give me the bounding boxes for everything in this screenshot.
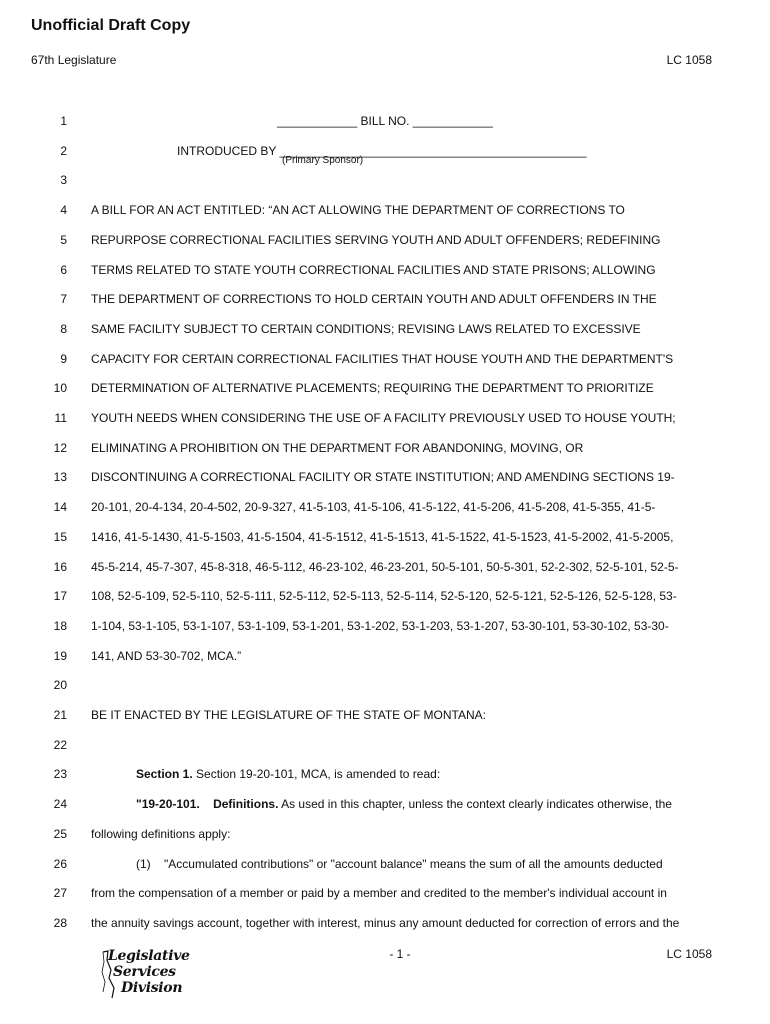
line-number: 2 (60, 143, 67, 158)
line-number: 3 (60, 173, 67, 188)
bill-line (0, 886, 770, 906)
bill-line (0, 797, 770, 817)
line-text: ELIMINATING A PROHIBITION ON THE DEPARTMENT FOR ABANDONING, MOVING, OR (91, 440, 584, 455)
line-text: 1416, 41-5-1430, 41-5-1503, 41-5-1504, 41-5-1512, 41-5-1513, 41-5-1522, 41-5-1523, 41-5-2002, 41-5-2005, (91, 529, 674, 544)
bill-line (0, 470, 770, 490)
bill-line (0, 649, 770, 669)
lc-number-header: LC 1058 (666, 53, 712, 67)
line-number: 13 (53, 470, 67, 485)
bill-line (0, 708, 770, 728)
line-text: from the compensation of a member or paid by a member and credited to the member's individual account in (91, 886, 667, 901)
line-text: the annuity savings account, together with interest, minus any amount deducted for correction of errors and the (91, 915, 680, 930)
bill-line (0, 263, 770, 283)
line-text: TERMS RELATED TO STATE YOUTH CORRECTIONAL FACILITIES AND STATE PRISONS; ALLOWING (91, 262, 656, 277)
line-text: 1-104, 53-1-105, 53-1-107, 53-1-109, 53-1-201, 53-1-202, 53-1-203, 53-1-207, 53-30-101, 53-30-102, 53-30- (91, 618, 669, 633)
line-number: 18 (53, 618, 67, 633)
line-number: 6 (60, 262, 67, 277)
line-text: A BILL FOR AN ACT ENTITLED: “AN ACT ALLOWING THE DEPARTMENT OF CORRECTIONS TO (91, 203, 625, 218)
line-number: 20 (53, 678, 67, 693)
bill-line (0, 619, 770, 639)
line-number: 24 (53, 797, 67, 812)
line-body: As used in this chapter, unless the context clearly indicates otherwise, the (278, 797, 672, 812)
line-number: 28 (53, 915, 67, 930)
line-number: 22 (53, 737, 67, 752)
line-text (136, 767, 440, 781)
bill-line (0, 589, 770, 609)
line-number: 10 (53, 381, 67, 396)
bill-line (0, 857, 770, 877)
bill-line (0, 411, 770, 431)
bill-line (0, 767, 770, 787)
bill-line (0, 114, 770, 134)
line-text: CAPACITY FOR CERTAIN CORRECTIONAL FACILITIES THAT HOUSE YOUTH AND THE DEPARTMENT'S (91, 351, 674, 366)
line-text: 20-101, 20-4-134, 20-4-502, 20-9-327, 41-5-103, 41-5-106, 41-5-122, 41-5-206, 41-5-208, 41-5-355, 41-5- (91, 500, 656, 515)
bill-line (0, 441, 770, 461)
bill-line (0, 381, 770, 401)
bill-line (0, 173, 770, 193)
line-number: 14 (53, 500, 67, 515)
line-number: 26 (53, 856, 67, 871)
line-text: ____________ BILL NO. ____________ (277, 114, 493, 128)
page-title: Unofficial Draft Copy (31, 17, 191, 34)
bill-line (0, 916, 770, 936)
bill-line (0, 233, 770, 253)
line-text: YOUTH NEEDS WHEN CONSIDERING THE USE OF A FACILITY PREVIOUSLY USED TO HOUSE YOUTH; (91, 411, 676, 425)
bill-line (0, 827, 770, 847)
line-number: 12 (53, 440, 67, 455)
line-text: SAME FACILITY SUBJECT TO CERTAIN CONDITIONS; REVISING LAWS RELATED TO EXCESSIVE (91, 321, 641, 336)
line-text: 45-5-214, 45-7-307, 45-8-318, 46-5-112, 46-23-102, 46-23-201, 50-5-101, 50-5-301, 52-2-302, 52-5-101, 52-5- (91, 559, 679, 574)
line-number: 27 (53, 886, 67, 901)
line-number: 16 (53, 559, 67, 574)
logo-line-3: Division (121, 980, 183, 996)
line-number: 23 (53, 767, 67, 782)
line-number: 1 (60, 114, 67, 128)
bill-line (0, 500, 770, 520)
page-number: - 1 - (389, 947, 411, 961)
bill-line (0, 560, 770, 580)
line-text: REPURPOSE CORRECTIONAL FACILITIES SERVING YOUTH AND ADULT OFFENDERS; REDEFINING (91, 232, 661, 247)
line-number: 8 (60, 321, 67, 336)
logo-line-2: Services (113, 964, 176, 980)
bill-line (0, 738, 770, 758)
line-body: Section 19-20-101, MCA, is amended to read: (192, 767, 441, 782)
line-text: DISCONTINUING A CORRECTIONAL FACILITY OR STATE INSTITUTION; AND AMENDING SECTIONS 19- (91, 470, 675, 485)
line-text: INTRODUCED BY ______________________________________________ (177, 143, 587, 158)
line-number: 21 (53, 708, 67, 722)
line-text: following definitions apply: (91, 826, 231, 841)
line-number: 17 (53, 589, 67, 604)
line-number: 19 (53, 648, 67, 663)
bill-line (0, 678, 770, 698)
line-bold-heading: Section 1. (136, 767, 193, 782)
bill-line (0, 352, 770, 372)
line-text: DETERMINATION OF ALTERNATIVE PLACEMENTS; REQUIRING THE DEPARTMENT TO PRIORITIZE (91, 381, 654, 396)
line-number: 25 (53, 826, 67, 841)
line-number: 5 (60, 232, 67, 247)
line-number: 9 (60, 351, 67, 366)
line-text: 108, 52-5-109, 52-5-110, 52-5-111, 52-5-112, 52-5-113, 52-5-114, 52-5-120, 52-5-121, 52-5-126, 52-5-128, 53- (91, 589, 677, 604)
line-bold-heading: "19-20-101. Definitions. (136, 797, 279, 812)
line-text: BE IT ENACTED BY THE LEGISLATURE OF THE STATE OF MONTANA: (91, 708, 486, 722)
line-text (136, 797, 672, 811)
line-number: 11 (54, 411, 67, 425)
bill-line (0, 144, 770, 164)
bill-line (0, 292, 770, 312)
primary-sponsor-note: (Primary Sponsor) (282, 155, 364, 166)
legislature-name: 67th Legislature (31, 53, 117, 67)
logo-line-1: Legislative (108, 948, 190, 964)
bill-line (0, 530, 770, 550)
line-text: (1) "Accumulated contributions" or "account balance" means the sum of all the amounts deducted (136, 856, 663, 871)
bill-line (0, 322, 770, 342)
line-number: 7 (60, 292, 67, 307)
line-number: 4 (60, 203, 67, 218)
line-text: THE DEPARTMENT OF CORRECTIONS TO HOLD CERTAIN YOUTH AND ADULT OFFENDERS IN THE (91, 292, 657, 307)
line-text: 141, AND 53-30-702, MCA.” (91, 648, 242, 663)
bill-line (0, 203, 770, 223)
lc-number-footer: LC 1058 (666, 947, 712, 961)
line-number: 15 (53, 529, 67, 544)
